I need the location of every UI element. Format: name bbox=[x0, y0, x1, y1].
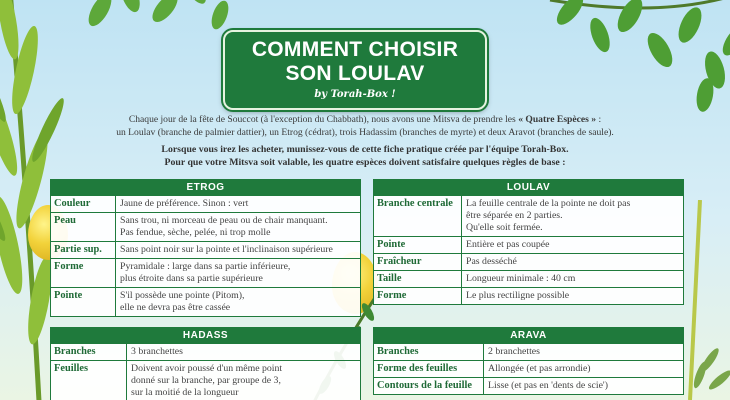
row-value: 2 branchettes bbox=[488, 346, 540, 357]
intro-instructions bbox=[20, 143, 710, 169]
instructions-line1: Lorsque vous irez les acheter, munissez-vous de cette fiche pratique créée par l'équipe Torah-Box. bbox=[161, 144, 569, 155]
title-banner bbox=[223, 30, 487, 110]
table-header: ETROG bbox=[51, 180, 360, 195]
table-row bbox=[51, 360, 360, 400]
row-value: S'il possède une pointe (Pitom), elle ne devra pas être cassée bbox=[120, 290, 245, 313]
table-row bbox=[51, 287, 360, 316]
intro-paragraph bbox=[20, 113, 710, 139]
table-row bbox=[51, 258, 360, 287]
row-key: Contours de la feuille bbox=[374, 378, 484, 394]
intro-text-a: Chaque jour de la fête de Souccot (à l'exception du Chabbath), nous avons une Mitsva de prendre les bbox=[128, 114, 519, 125]
row-key: Feuilles bbox=[51, 361, 127, 400]
intro-text-b: : bbox=[596, 114, 602, 125]
row-value: Lisse (et pas en 'dents de scie') bbox=[488, 380, 608, 391]
page-title-line1: COMMENT CHOISIR bbox=[251, 38, 459, 61]
row-key: Branches bbox=[51, 344, 127, 360]
row-value: Longueur minimale : 40 cm bbox=[466, 273, 576, 284]
tree-leaves-icon bbox=[490, 0, 730, 120]
row-key: Couleur bbox=[51, 196, 116, 212]
table-row bbox=[374, 253, 683, 270]
table-row bbox=[51, 212, 360, 241]
row-value: Sans point noir sur la pointe et l'inclinaison supérieure bbox=[120, 244, 333, 255]
row-value: Pas desséché bbox=[466, 256, 517, 267]
row-key: Taille bbox=[374, 271, 462, 287]
row-value: Jaune de préférence. Sinon : vert bbox=[120, 198, 249, 209]
row-value: Doivent avoir poussé d'un même point donné sur la branche, par groupe de 3, sur la moitié de la longueur bbox=[131, 363, 283, 398]
row-key: Branche centrale bbox=[374, 196, 462, 236]
table-row bbox=[51, 343, 360, 360]
row-key: Pointe bbox=[51, 288, 116, 316]
table-row bbox=[374, 287, 683, 304]
table-header: ARAVA bbox=[374, 328, 683, 343]
page-title-line2: SON LOULAV bbox=[285, 62, 425, 85]
row-value: Le plus rectiligne possible bbox=[466, 290, 570, 301]
table-row bbox=[51, 195, 360, 212]
table-row bbox=[374, 236, 683, 253]
row-value: La feuille centrale de la pointe ne doit pas être séparée en 2 parties. Qu'elle soit fermée. bbox=[466, 198, 631, 233]
row-value: Allongée (et pas arrondie) bbox=[488, 363, 591, 374]
byline: by Torah-Box ! bbox=[314, 89, 396, 100]
table-row bbox=[374, 377, 683, 394]
row-key: Pointe bbox=[374, 237, 462, 253]
table-row bbox=[374, 195, 683, 236]
row-key: Fraîcheur bbox=[374, 254, 462, 270]
row-value: Sans trou, ni morceau de peau ou de chair manquant. Pas fendue, sèche, pelée, ni trop molle bbox=[120, 215, 328, 238]
loulav-table bbox=[373, 179, 684, 305]
row-value: Entière et pas coupée bbox=[466, 239, 550, 250]
arava-table bbox=[373, 327, 684, 395]
intro-text-line2: un Loulav (branche de palmier dattier), un Etrog (cédrat), trois Hadassim (branches de myrte) et deux Aravot (branches de saule). bbox=[116, 127, 614, 138]
instructions-line2: Pour que votre Mitsva soit valable, les quatre espèces doivent satisfaire quelques règles de base : bbox=[164, 157, 566, 168]
row-key: Partie sup. bbox=[51, 242, 116, 258]
table-row bbox=[374, 360, 683, 377]
intro-text-bold: « Quatre Espèces » bbox=[518, 114, 597, 125]
row-value: Pyramidale : large dans sa partie inférieure, plus étroite dans sa partie supérieure bbox=[120, 261, 291, 284]
etrog-table bbox=[50, 179, 361, 317]
hadass-table bbox=[50, 327, 361, 400]
row-key: Peau bbox=[51, 213, 116, 241]
table-row bbox=[51, 241, 360, 258]
table-header: LOULAV bbox=[374, 180, 683, 195]
row-key: Forme des feuilles bbox=[374, 361, 484, 377]
row-key: Branches bbox=[374, 344, 484, 360]
table-row bbox=[374, 270, 683, 287]
row-key: Forme bbox=[51, 259, 116, 287]
table-row bbox=[374, 343, 683, 360]
row-key: Forme bbox=[374, 288, 462, 304]
table-header: HADASS bbox=[51, 328, 360, 343]
row-value: 3 branchettes bbox=[131, 346, 183, 357]
